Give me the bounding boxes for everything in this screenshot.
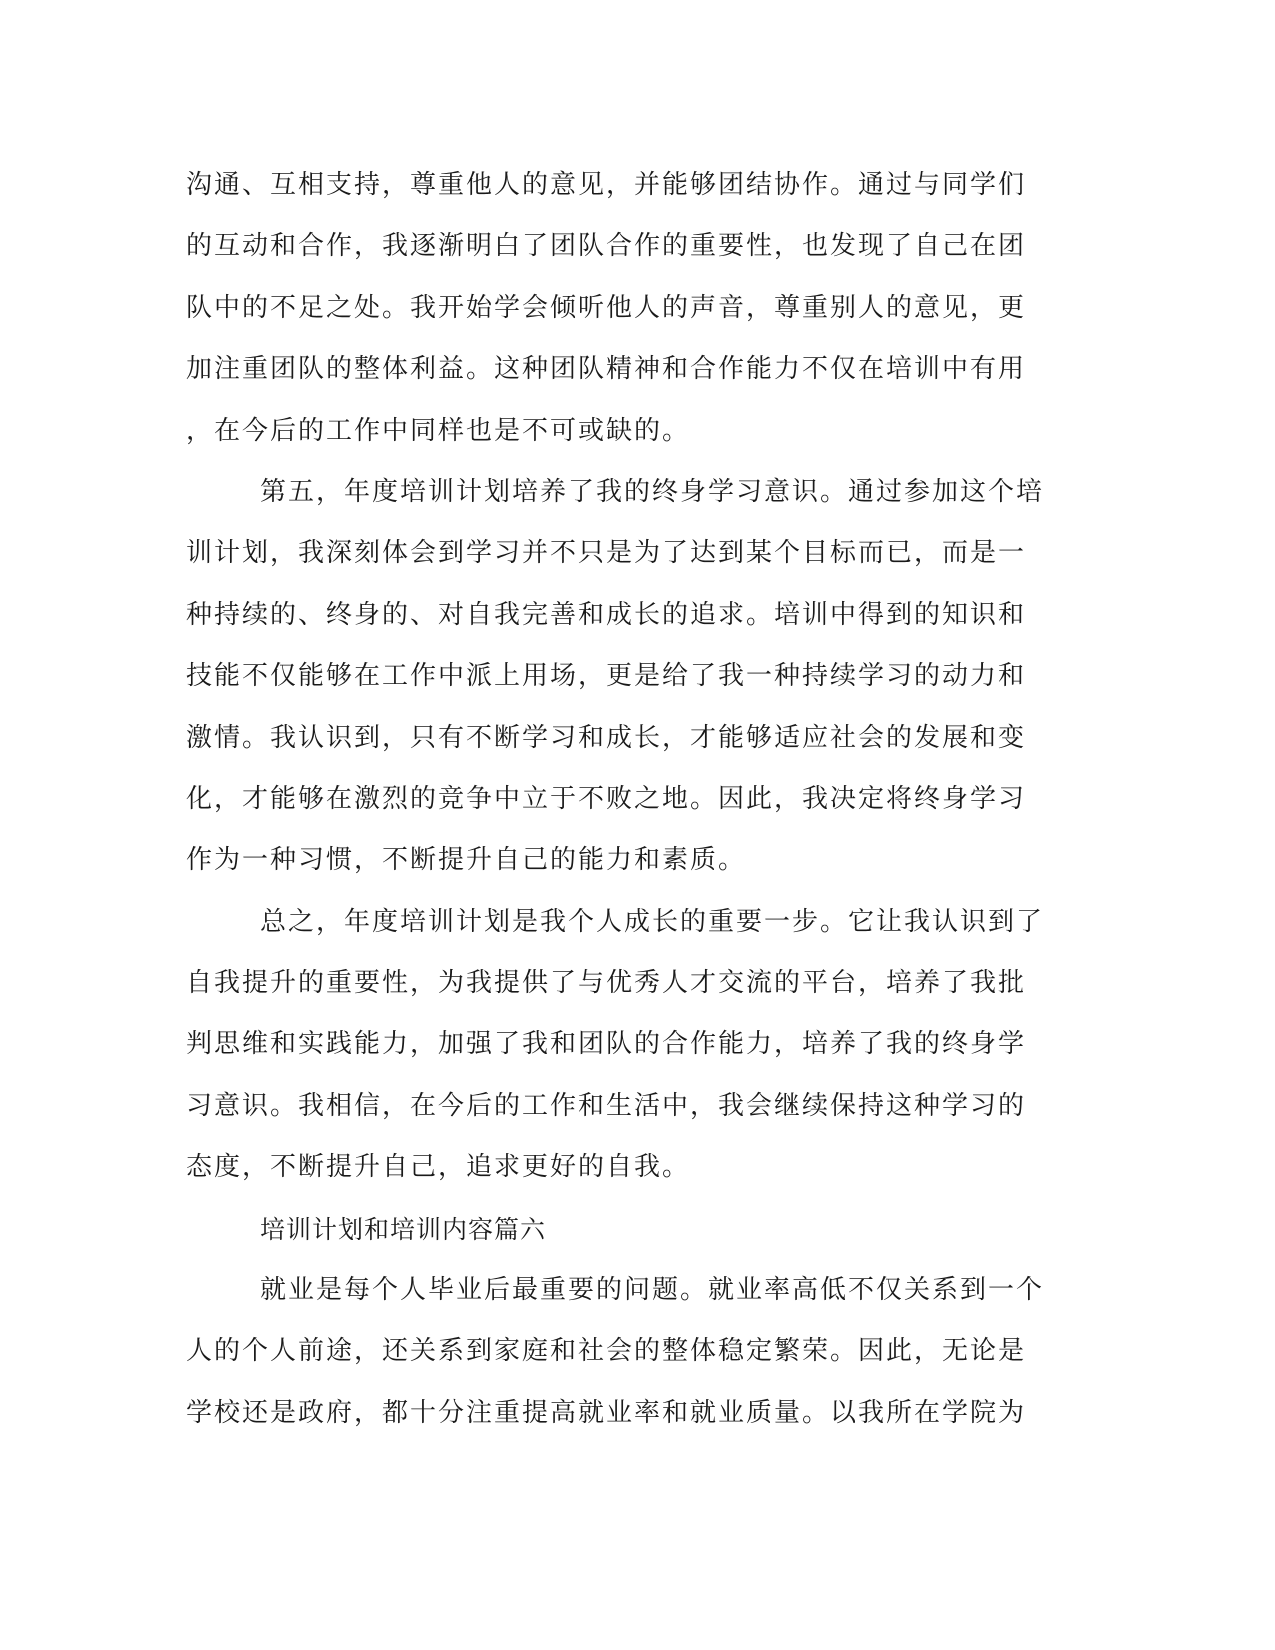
text-line: 判思维和实践能力，加强了我和团队的合作能力，培养了我的终身学 [186, 1029, 1027, 1060]
text-line: 作为一种习惯，不断提升自己的能力和素质。 [186, 845, 747, 876]
text-line: 技能不仅能够在工作中派上用场，更是给了我一种持续学习的动力和 [186, 661, 1027, 692]
text-line: 人的个人前途，还关系到家庭和社会的整体稳定繁荣。因此，无论是 [186, 1336, 1027, 1367]
text-line: 激情。我认识到，只有不断学习和成长，才能够适应社会的发展和变 [186, 722, 1027, 753]
document-body [186, 155, 1066, 1444]
text-line: 的互动和合作，我逐渐明白了团队合作的重要性，也发现了自己在团 [186, 231, 1027, 262]
text-line: 化，才能够在激烈的竞争中立于不败之地。因此，我决定将终身学习 [186, 783, 1027, 814]
text-line: 加注重团队的整体利益。这种团队精神和合作能力不仅在培训中有用 [186, 354, 1027, 385]
text-line: 习意识。我相信，在今后的工作和生活中，我会继续保持这种学习的 [186, 1090, 1027, 1121]
text-line: 队中的不足之处。我开始学会倾听他人的声音，尊重别人的意见，更 [186, 292, 1027, 323]
paragraph-start-line: 就业是每个人毕业后最重要的问题。就业率高低不仅关系到一个 [260, 1275, 1045, 1306]
paragraph-start-line: 总之，年度培训计划是我个人成长的重要一步。它让我认识到了 [260, 906, 1045, 937]
text-line: 学校还是政府，都十分注重提高就业率和就业质量。以我所在学院为 [186, 1397, 1027, 1428]
text-line: ，在今后的工作中同样也是不可或缺的。 [186, 415, 691, 446]
section-heading: 培训计划和培训内容篇六 [260, 1214, 547, 1244]
text-line: 态度，不断提升自己，追求更好的自我。 [186, 1152, 691, 1183]
text-line: 训计划，我深刻体会到学习并不只是为了达到某个目标而已，而是一 [186, 538, 1027, 569]
text-line: 沟通、互相支持，尊重他人的意见，并能够团结协作。通过与同学们 [186, 170, 1027, 200]
text-line: 种持续的、终身的、对自我完善和成长的追求。培训中得到的知识和 [186, 599, 1027, 630]
text-line: 自我提升的重要性，为我提供了与优秀人才交流的平台，培养了我批 [186, 968, 1027, 999]
paragraph-start-line: 第五，年度培训计划培养了我的终身学习意识。通过参加这个培 [260, 476, 1045, 507]
